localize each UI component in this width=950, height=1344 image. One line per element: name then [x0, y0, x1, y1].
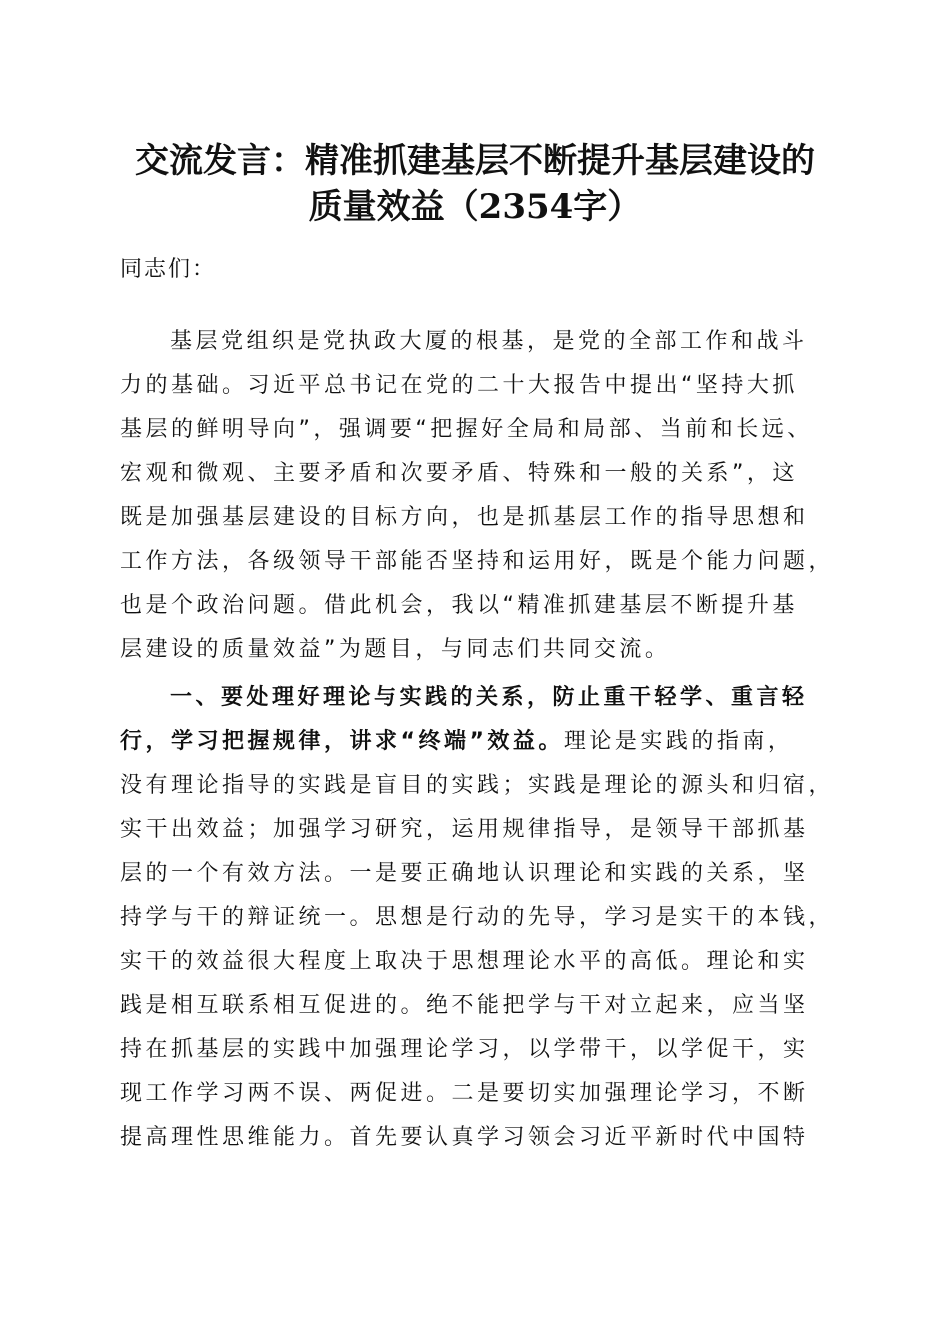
paragraph-line: 宏观和微观、主要矛盾和次要矛盾、特殊和一般的关系”，这	[120, 461, 798, 486]
paragraph-line: 持在抓基层的实践中加强理论学习，以学带干，以学促干，实	[120, 1037, 809, 1062]
paragraph-line: 力的基础。习近平总书记在党的二十大报告中提出“坚持大抓	[120, 373, 798, 398]
paragraph-line: 实干出效益；加强学习研究，运用规律指导，是领导干部抓基	[120, 817, 809, 842]
paragraph-line: 实干的效益很大程度上取决于思想理论水平的高低。理论和实	[120, 949, 809, 974]
paragraph-intro	[120, 320, 835, 672]
paragraph-line: 提高理性思维能力。首先要认真学习领会习近平新时代中国特	[120, 1125, 809, 1150]
paragraph-line: 现工作学习两不误、两促进。二是要切实加强理论学习，不断	[120, 1081, 809, 1106]
paragraph-line	[120, 720, 832, 764]
document-title-line-2: 质量效益（2354字）	[308, 187, 642, 227]
section-heading-line: 行，学习把握规律，讲求“终端”效益。	[120, 729, 564, 754]
paragraph-line: 践是相互联系相互促进的。绝不能把学与干对立起来，应当坚	[120, 993, 809, 1018]
paragraph-line: 工作方法，各级领导干部能否坚持和运用好，既是个能力问题，	[120, 549, 835, 574]
paragraph-line: 层的一个有效方法。一是要正确地认识理论和实践的关系，坚	[120, 861, 809, 886]
paragraph-line: 持学与干的辩证统一。思想是行动的先导，学习是实干的本钱，	[120, 905, 835, 930]
paragraph-section-one	[120, 676, 835, 1160]
paragraph-line: 既是加强基层建设的目标方向，也是抓基层工作的指导思想和	[120, 505, 809, 530]
paragraph-line: 基层的鲜明导向”，强调要“把握好全局和局部、当前和长远、	[120, 417, 813, 442]
paragraph-line: 基层党组织是党执政大厦的根基，是党的全部工作和战斗	[170, 329, 808, 354]
paragraph-line: 也是个政治问题。借此机会，我以“精准抓建基层不断提升基	[120, 593, 798, 618]
paragraph-line: 没有理论指导的实践是盲目的实践；实践是理论的源头和归宿，	[120, 773, 835, 798]
salutation: 同志们：	[120, 257, 217, 282]
paragraph-text: 理论是实践的指南，	[563, 729, 794, 754]
section-heading-line: 一、要处理好理论与实践的关系，防止重干轻学、重言轻	[170, 685, 808, 710]
document-title-line-1: 交流发言：精准抓建基层不断提升基层建设的	[135, 141, 815, 181]
paragraph-line: 层建设的质量效益”为题目，与同志们共同交流。	[120, 637, 671, 662]
